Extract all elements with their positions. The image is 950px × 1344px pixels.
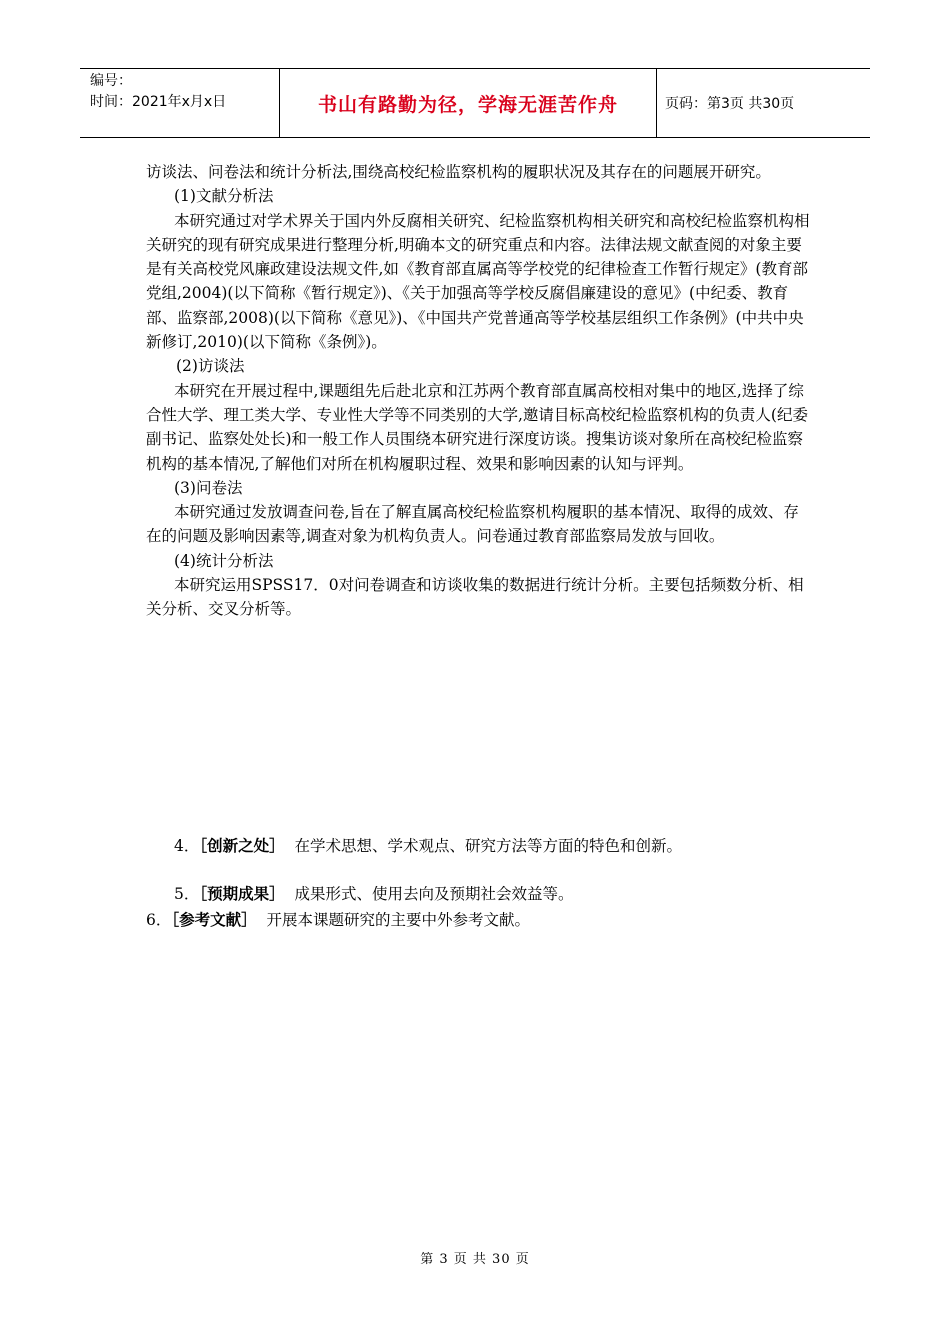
method-heading: (3)问卷法: [174, 478, 243, 497]
page-header: [80, 68, 870, 138]
page-footer: 第 3 页 共 30 页: [420, 1252, 530, 1267]
serial-label: 编号：: [90, 73, 132, 89]
paragraph: 本研究通过对学术界关于国内外反腐相关研究、纪检监察机构相关研究和高校纪检监察机构相关研究的现有研究成果进行整理分析,明确本文的研究重点和内容。法律法规文献查阅的对象主要是有关高校党风廉政建设法规文件,如《教育部直属高等学校党的纪律检查工作暂行规定》(教育部党组,2004)(以下简称《暂行规定》)、《关于加强高等学校反腐倡廉建设的意见》(中纪委、教育部、监察部,2008)(以下简称《意见》)、《中国共产党普通高等学校基层组织工作条例》(中共中央新修订,2010)(以下简称《条例》)。: [146, 211, 810, 352]
section-text: 开展本课题研究的主要中外参考文献。: [266, 911, 531, 929]
method-heading: (1)文献分析法: [174, 187, 274, 206]
header-page-info: 页码：第3页 共30页: [665, 96, 795, 112]
section-number: 6．: [146, 911, 172, 929]
section-number: 4．: [174, 837, 200, 855]
method-heading: (4)统计分析法: [174, 551, 274, 570]
paragraph: 本研究通过发放调查问卷,旨在了解直属高校纪检监察机构履职的基本情况、取得的成效、存在的问题及影响因素等,调查对象为机构负责人。问卷通过教育部监察局发放与回收。: [146, 503, 799, 546]
header-motto: 书山有路勤为径，学海无涯苦作舟: [280, 69, 657, 137]
date-label: 时间：2021年x月x日: [90, 94, 227, 110]
section-expected-results: [174, 882, 574, 904]
section-text: 成果形式、使用去向及预期社会效益等。: [294, 885, 574, 903]
section-innovation: [174, 834, 682, 856]
section-number: 5．: [174, 885, 200, 903]
section-label: ［预期成果］: [199, 885, 285, 903]
paragraph: 访谈法、问卷法和统计分析法,围绕高校纪检监察机构的履职状况及其存在的问题展开研究。: [146, 163, 771, 181]
paragraph: 本研究运用SPSS17．0对问卷调查和访谈收集的数据进行统计分析。主要包括频数分析、相关分析、交叉分析等。: [146, 576, 804, 619]
section-references: [146, 908, 530, 930]
section-text: 在学术思想、学术观点、研究方法等方面的特色和创新。: [294, 837, 683, 855]
document-body: [146, 160, 814, 622]
paragraph: 本研究在开展过程中,课题组先后赴北京和江苏两个教育部直属高校相对集中的地区,选择了综合性大学、理工类大学、专业性大学等不同类别的大学,邀请目标高校纪检监察机构的负责人(纪委副书记、监察处处长)和一般工作人员围绕本研究进行深度访谈。搜集访谈对象所在高校纪检监察机构的基本情况,了解他们对所在机构履职过程、效果和影响因素的认知与评判。: [146, 381, 808, 473]
section-label: ［参考文献］: [171, 911, 257, 929]
section-label: ［创新之处］: [199, 837, 285, 855]
method-heading: (2)访谈法: [176, 357, 245, 376]
header-meta: [80, 69, 280, 137]
